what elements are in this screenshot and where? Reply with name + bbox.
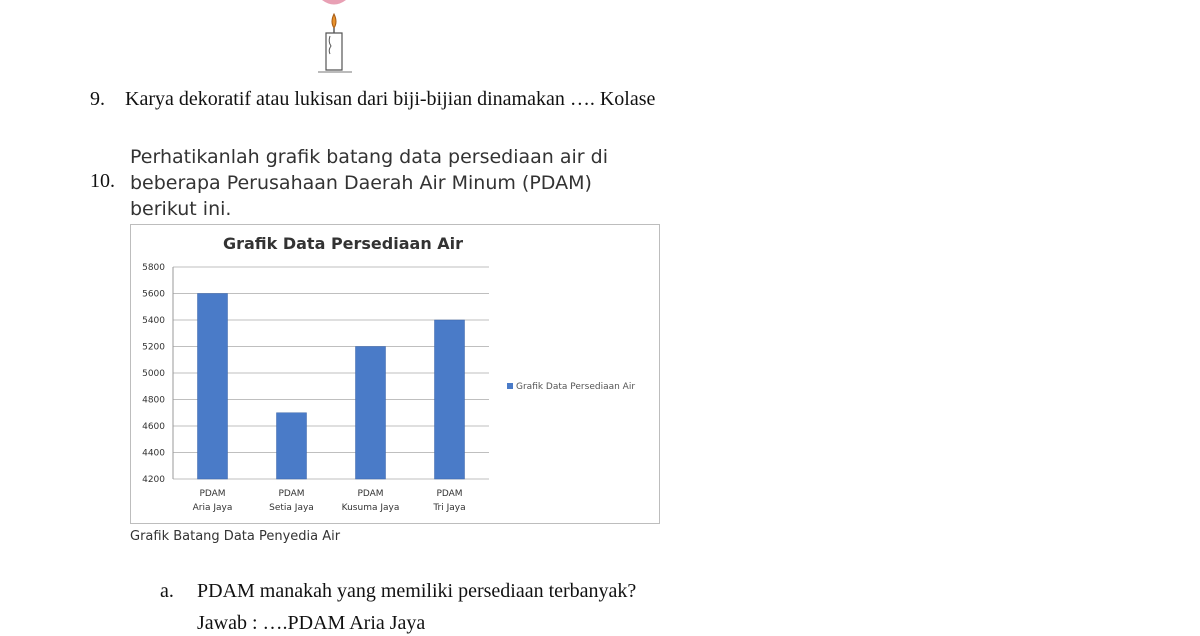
question-10-line-2: beberapa Perusahaan Daerah Air Minum (PDAM) — [130, 172, 592, 194]
y-tick-label: 5800 — [142, 263, 165, 273]
y-tick-label: 5000 — [142, 369, 165, 379]
y-tick-label: 5200 — [142, 342, 165, 353]
candle-dish — [322, 0, 346, 5]
x-category-label-line2: Kusuma Jaya — [341, 503, 400, 513]
x-category-label-line2: Aria Jaya — [192, 503, 233, 513]
question-9-number: 9. — [90, 88, 105, 110]
legend-swatch — [507, 383, 513, 389]
chart-caption: Grafik Batang Data Penyedia Air — [130, 529, 341, 544]
x-category-label-line2: Setia Jaya — [269, 503, 314, 513]
candle-flame — [332, 14, 336, 28]
water-supply-chart — [130, 224, 660, 524]
bar-4 — [435, 320, 465, 479]
candle-illustration — [300, 0, 410, 78]
bar-3 — [356, 347, 386, 480]
candle-body — [326, 33, 342, 70]
question-9-text: Karya dekoratif atau lukisan dari biji-bijian dinamakan …. Kolase — [125, 88, 656, 110]
y-tick-label: 5400 — [142, 316, 165, 326]
subquestion-a-answer: Jawab : ….PDAM Aria Jaya — [197, 612, 426, 634]
bar-1 — [198, 294, 228, 480]
y-tick-label: 4200 — [142, 475, 165, 485]
subquestion-a — [160, 578, 636, 604]
question-10-text — [130, 144, 690, 222]
question-9 — [90, 86, 655, 112]
bar-2 — [277, 413, 307, 479]
x-category-label-line1: PDAM — [199, 489, 226, 499]
chart-title: Grafik Data Persediaan Air — [222, 234, 464, 253]
subquestion-a-label: a. — [160, 580, 174, 602]
x-category-label-line1: PDAM — [436, 489, 463, 499]
legend-label: Grafik Data Persediaan Air — [516, 382, 636, 392]
x-category-label-line2: Tri Jaya — [433, 503, 466, 513]
y-tick-label: 5600 — [142, 289, 165, 300]
subquestion-a-text: PDAM manakah yang memiliki persediaan terbanyak? — [197, 580, 637, 602]
y-tick-label: 4400 — [142, 448, 165, 459]
y-tick-label: 4600 — [142, 422, 165, 432]
x-category-label-line1: PDAM — [278, 489, 305, 499]
question-10-line-3: berikut ini. — [130, 198, 232, 220]
y-tick-label: 4800 — [142, 395, 165, 406]
x-category-label-line1: PDAM — [357, 489, 384, 499]
question-10-line-1: Perhatikanlah grafik batang data persediaan air di — [130, 146, 608, 168]
question-10-number: 10. — [90, 170, 115, 192]
chart-svg — [131, 225, 659, 523]
